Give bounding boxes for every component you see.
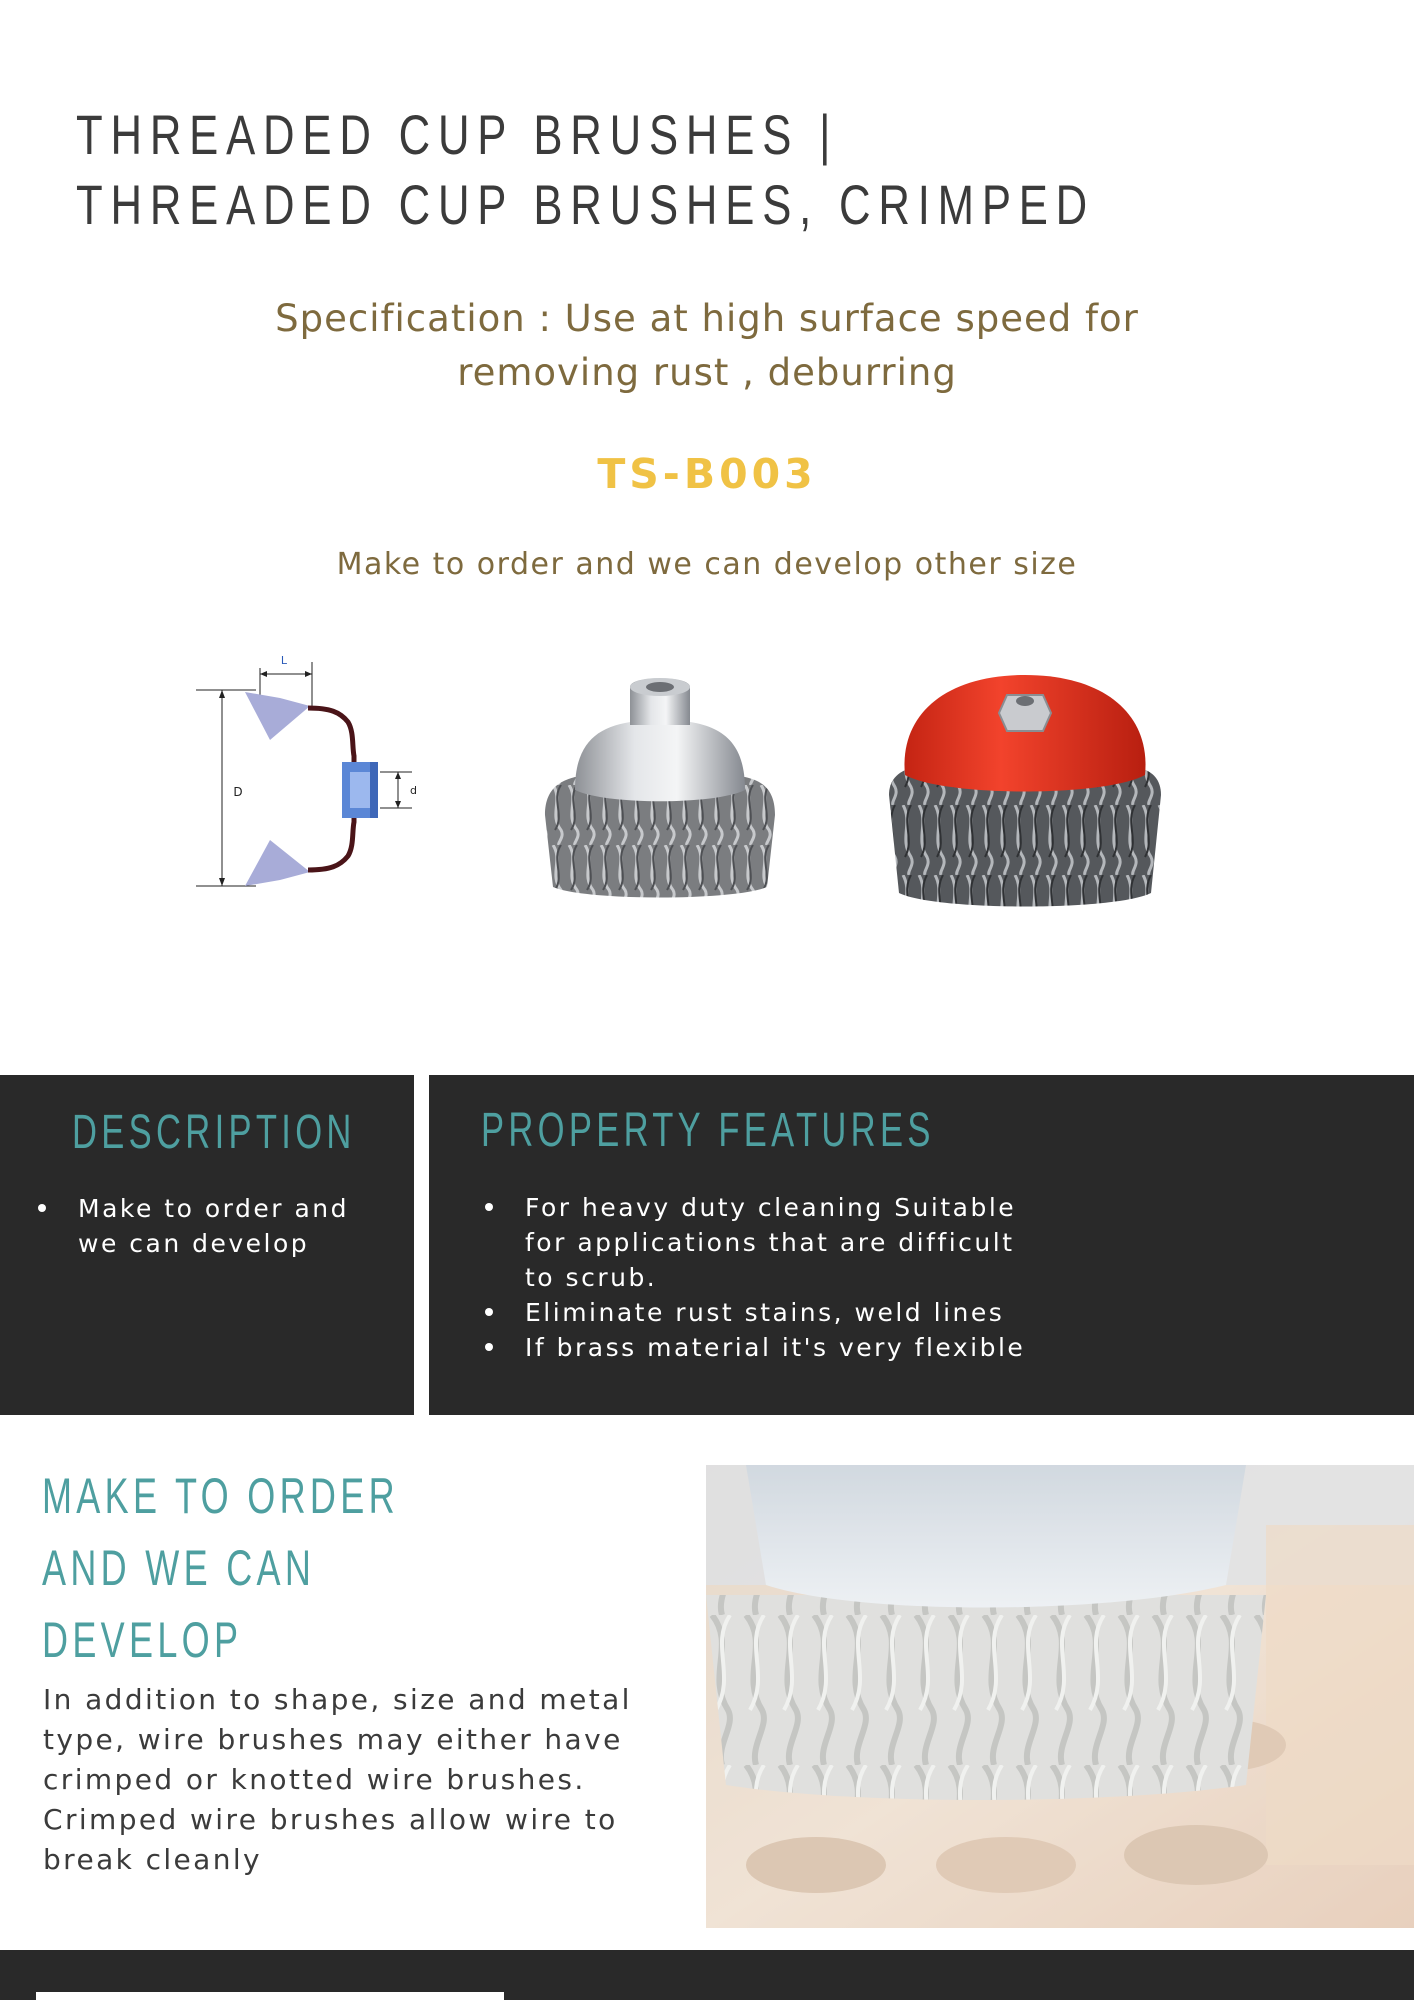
cup-brush-diagram <box>190 650 430 895</box>
diagram-label-thread: d <box>410 784 417 797</box>
develop-body-text <box>43 1680 693 1880</box>
develop-heading-line: DEVELOP <box>42 1612 243 1668</box>
property-features-panel <box>429 1075 1414 1415</box>
feature-item <box>481 1295 1181 1330</box>
develop-body-line: type, wire brushes may either have <box>43 1723 623 1756</box>
feature-item-line: to scrub. <box>525 1263 658 1292</box>
develop-body-line: break cleanly <box>43 1843 263 1876</box>
description-item <box>34 1191 394 1261</box>
feature-item <box>481 1190 1181 1295</box>
diagram-label-length: L <box>280 654 288 667</box>
property-features-heading: PROPERTY FEATURES <box>481 1104 935 1157</box>
brush-in-use-photo <box>706 1465 1414 1928</box>
develop-body-line: Crimped wire brushes allow wire to <box>43 1803 618 1836</box>
property-features-list <box>481 1190 1181 1365</box>
description-heading: DESCRIPTION <box>72 1106 356 1159</box>
diagram-label-diameter: D <box>233 785 243 799</box>
footer-bar <box>0 1950 1414 2000</box>
feature-item <box>481 1330 1181 1365</box>
feature-item-line: Eliminate rust stains, weld lines <box>525 1298 1005 1327</box>
silver-cup-brush-image <box>535 665 785 905</box>
develop-body-line: In addition to shape, size and metal <box>43 1683 632 1716</box>
description-item-line: we can develop <box>78 1229 310 1258</box>
specification-line-2: removing rust , deburring <box>457 351 957 394</box>
title-line-1: THREADED CUP BRUSHES | <box>76 103 839 166</box>
feature-item-line: for applications that are difficult <box>525 1228 1015 1257</box>
develop-heading <box>42 1460 399 1676</box>
feature-item-line: If brass material it's very flexible <box>525 1333 1026 1362</box>
develop-body-line: crimped or knotted wire brushes. <box>43 1763 586 1796</box>
feature-item-line: For heavy duty cleaning Suitable <box>525 1193 1017 1222</box>
page-title <box>76 100 1096 240</box>
description-item-line: Make to order and <box>78 1194 349 1223</box>
footer-accent <box>36 1992 504 2000</box>
develop-heading-line: MAKE TO ORDER <box>42 1468 399 1524</box>
specification-text <box>0 292 1414 400</box>
title-line-2: THREADED CUP BRUSHES, CRIMPED <box>76 173 1096 236</box>
red-cup-brush-image <box>885 665 1165 910</box>
make-to-order-note: Make to order and we can develop other size <box>336 547 1078 582</box>
description-panel <box>0 1075 414 1415</box>
develop-heading-line: AND WE CAN <box>42 1540 316 1596</box>
product-code: TS-B003 <box>597 450 817 498</box>
description-list <box>34 1191 394 1261</box>
specification-line-1: Specification : Use at high surface speed for <box>275 297 1139 340</box>
